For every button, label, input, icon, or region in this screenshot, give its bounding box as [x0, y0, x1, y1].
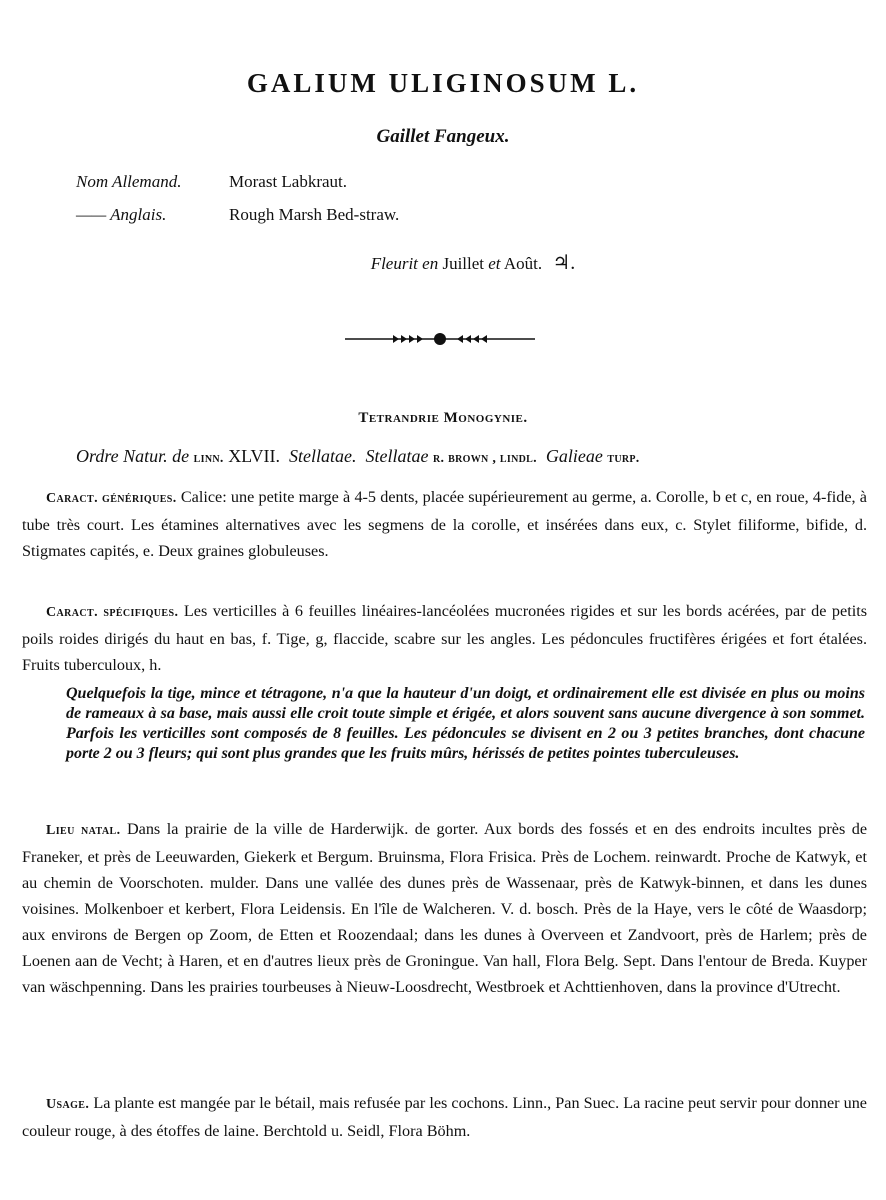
flowering-line — [0, 250, 886, 275]
ordre-turp: turp. — [607, 451, 640, 466]
name-row-german — [76, 172, 399, 205]
page-title: GALIUM ULIGINOSUM L. — [246, 68, 640, 98]
flowering-en: en — [422, 254, 439, 273]
ordre-galieae: Galieae — [545, 446, 603, 466]
name-value-german: Morast Labkraut. — [229, 172, 348, 191]
paragraph-generic-characters — [22, 484, 867, 564]
name-value-english: Rough Marsh Bed-straw. — [229, 205, 400, 224]
text-habitat: Dans la prairie de la ville de Harderwijk. de gorter. Aux bords des fossés et en des endroits incultes près de Franeker, et près de Leeuwarden, Giekerk et Bergum. Bruinsma, Flora Frisica. Près de Lochem. reinwardt. Proche de Katwyk, et au chemin de Voorschoten. mulder. Dans une vallée des dunes près de Wassenaar, près de Katwyk-binnen, et dans les dunes voisines. Molkenboer et kerbert, Flora Leidensis. En l'île de Walcheren. V. d. bosch. Près de la Haye, vers le côté de Waasdorp; aux environs de Bergen op Zoom, de Etten et Roozendaal; dans les dunes à Overveen et Zandvoort, près de Harlem; près de Loenen aan de Vecht; à Haren, et en d'autres lieux près de Groningue. Van hall, Flora Belg. Sept. Dans l'entour de Breda. Kuyper van wäschpenning. Dans les prairies tourbeuses à Nieuw-Loosdrecht, Westbroek et Achttienhoven, dans la province d'Utrecht. — [22, 820, 867, 996]
paragraph-habitat — [22, 816, 867, 1000]
name-label-german: Nom Allemand. — [76, 172, 182, 191]
lead-specific: Caract. spécifiques. — [46, 605, 179, 620]
perennial-symbol: ♃. — [552, 252, 576, 274]
text-usage: La plante est mangée par le bétail, mais refusée par les cochons. Linn., Pan Suec. La racine peut servir pour donner une couleur rouge, à des étoffes de laine. Berchtold u. Seidl, Flora Böhm. — [22, 1094, 867, 1140]
lead-usage: Usage. — [46, 1097, 90, 1112]
classification-heading: Tetrandrie Monogynie. — [358, 410, 528, 426]
natural-order-line — [76, 446, 640, 467]
ordre-linn: linn. — [193, 451, 224, 466]
flowering-prefix: Fleurit — [370, 254, 418, 273]
ordre-roman: XLVII. — [228, 446, 281, 466]
ordre-stellatae-2: Stellatae — [365, 446, 429, 466]
lead-habitat: Lieu natal. — [46, 823, 121, 838]
paragraph-usage — [22, 1090, 867, 1144]
name-row-english — [76, 205, 399, 238]
lead-generic: Caract. génériques. — [46, 491, 177, 506]
ornament-divider — [345, 331, 535, 347]
flowering-month-1: Juillet — [442, 254, 485, 273]
page-subtitle: Gaillet Fangeux. — [376, 126, 510, 147]
text-generic: Calice: une petite marge à 4-5 dents, placée supérieurement au germe, a. Corolle, b et c, en roue, 4-fide, à tube très court. Les étamines alternatives avec les segmens de la corolle, et insérées dans eux, c. Stylet filiforme, bifide, d. Stigmates capités, e. Deux graines globuleuses. — [22, 488, 867, 560]
flowering-et: et — [488, 254, 501, 273]
name-label-english: —— Anglais. — [76, 205, 167, 224]
ordre-text: Ordre Natur. de — [76, 446, 190, 466]
flowering-month-2: Août. — [503, 254, 543, 273]
common-names — [76, 172, 399, 238]
text-specific: Les verticilles à 6 feuilles linéaires-lancéolées mucronées rigides et sur les bords acérées, par de petits poils roides dirigés du haut en bas, f. Tige, g, flaccide, scabre sur les angles. Les pédoncules fructifères érigées et fort étalées. Fruits tuberculoux, h. — [22, 602, 867, 674]
paragraph-observation: Quelquefois la tige, mince et tétragone, n'a que la hauteur d'un doigt, et ordinairement elle est divisée en plus ou moins de rameaux à sa base, mais aussi elle croit toute simple et érigée, et alors souvent sans aucune divergence à son sommet. Parfois les verticilles sont composés de 8 feuilles. Les pédoncules se divisent en 2 ou 3 petites branches, dont chacune porte 2 ou 3 fleurs; qui sont plus grandes que les fruits mûrs, hérissés de petites pointes tuberculeuses. — [66, 685, 865, 762]
ordre-stellatae-1: Stellatae. — [289, 446, 357, 466]
ordre-brown: r. brown , lindl. — [433, 451, 537, 466]
paragraph-specific-characters — [22, 598, 867, 678]
